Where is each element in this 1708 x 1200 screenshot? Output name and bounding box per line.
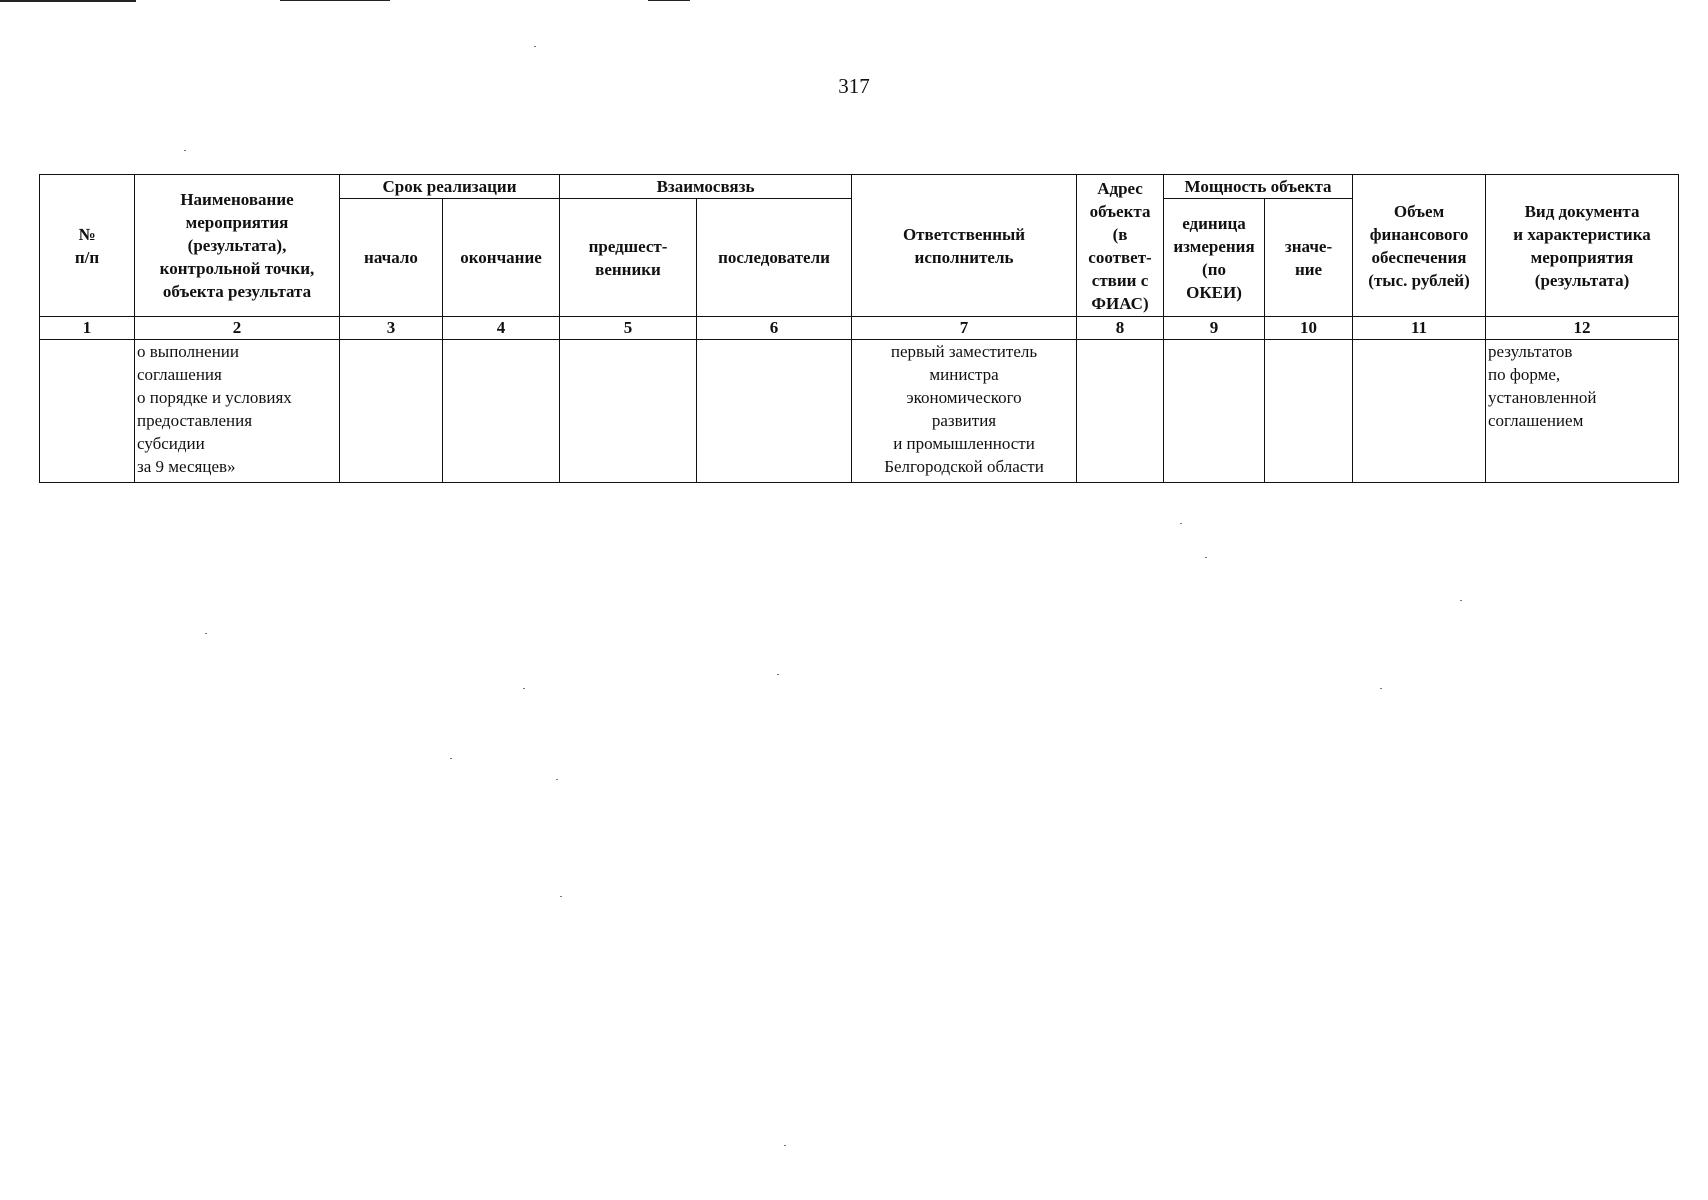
header-doc-type: Вид документа и характеристика мероприятия (результата): [1486, 175, 1679, 317]
cell-num: [40, 340, 135, 483]
column-number: 4: [443, 317, 560, 340]
column-number: 10: [1265, 317, 1353, 340]
header-term-start: начало: [340, 199, 443, 317]
scan-speck: [556, 779, 558, 780]
cell-term-start: [340, 340, 443, 483]
scan-artifact-line: [648, 0, 690, 1]
plan-table: [39, 174, 1679, 483]
column-number: 12: [1486, 317, 1679, 340]
header-name: Наименование мероприятия (результата), контрольной точки, объекта результата: [135, 175, 340, 317]
cell-cap-value: [1265, 340, 1353, 483]
scan-speck: [1180, 523, 1182, 524]
scan-speck: [184, 150, 186, 151]
cell-link-succ: [697, 340, 852, 483]
header-link-succ: последователи: [697, 199, 852, 317]
scan-speck: [784, 1145, 786, 1146]
scan-speck: [523, 688, 525, 689]
scan-speck: [1460, 600, 1462, 601]
header-link: Взаимосвязь: [560, 175, 852, 199]
cell-responsible: первый заместитель министра экономического развития и промышленности Белгородской области: [852, 340, 1077, 483]
column-number: 8: [1077, 317, 1164, 340]
header-row-top: [40, 175, 1679, 199]
header-address: Адрес объекта (в соответ- ствии с ФИАС): [1077, 175, 1164, 317]
column-number: 3: [340, 317, 443, 340]
cell-link-pred: [560, 340, 697, 483]
header-cap-unit: единица измерения (по ОКЕИ): [1164, 199, 1265, 317]
column-number: 11: [1353, 317, 1486, 340]
scan-speck: [777, 674, 779, 675]
scan-speck: [534, 46, 536, 47]
header-cap-value: значе- ние: [1265, 199, 1353, 317]
header-term-end: окончание: [443, 199, 560, 317]
scan-speck: [560, 896, 562, 897]
scan-speck: [205, 633, 207, 634]
scan-speck: [450, 758, 452, 759]
column-number: 6: [697, 317, 852, 340]
page-number: 317: [838, 74, 870, 98]
cell-doc-type: результатов по форме, установленной соглашением: [1486, 340, 1679, 483]
scan-speck: [1205, 557, 1207, 558]
column-number: 5: [560, 317, 697, 340]
scan-artifact-line: [280, 0, 390, 1]
scan-speck: [1380, 688, 1382, 689]
cell-cap-unit: [1164, 340, 1265, 483]
column-number: 9: [1164, 317, 1265, 340]
header-capacity: Мощность объекта: [1164, 175, 1353, 199]
cell-funding: [1353, 340, 1486, 483]
header-term: Срок реализации: [340, 175, 560, 199]
header-responsible: Ответственный исполнитель: [852, 175, 1077, 317]
table-row: [40, 340, 1679, 483]
cell-address: [1077, 340, 1164, 483]
column-number-row: [40, 317, 1679, 340]
cell-term-end: [443, 340, 560, 483]
header-funding: Объем финансового обеспечения (тыс. рублей): [1353, 175, 1486, 317]
column-number: 7: [852, 317, 1077, 340]
column-number: 1: [40, 317, 135, 340]
scan-artifact-line: [0, 0, 136, 2]
header-link-pred: предшест- венники: [560, 199, 697, 317]
column-number: 2: [135, 317, 340, 340]
cell-name: о выполнении соглашения о порядке и условиях предоставления субсидии за 9 месяцев»: [135, 340, 340, 483]
header-num: № п/п: [40, 175, 135, 317]
